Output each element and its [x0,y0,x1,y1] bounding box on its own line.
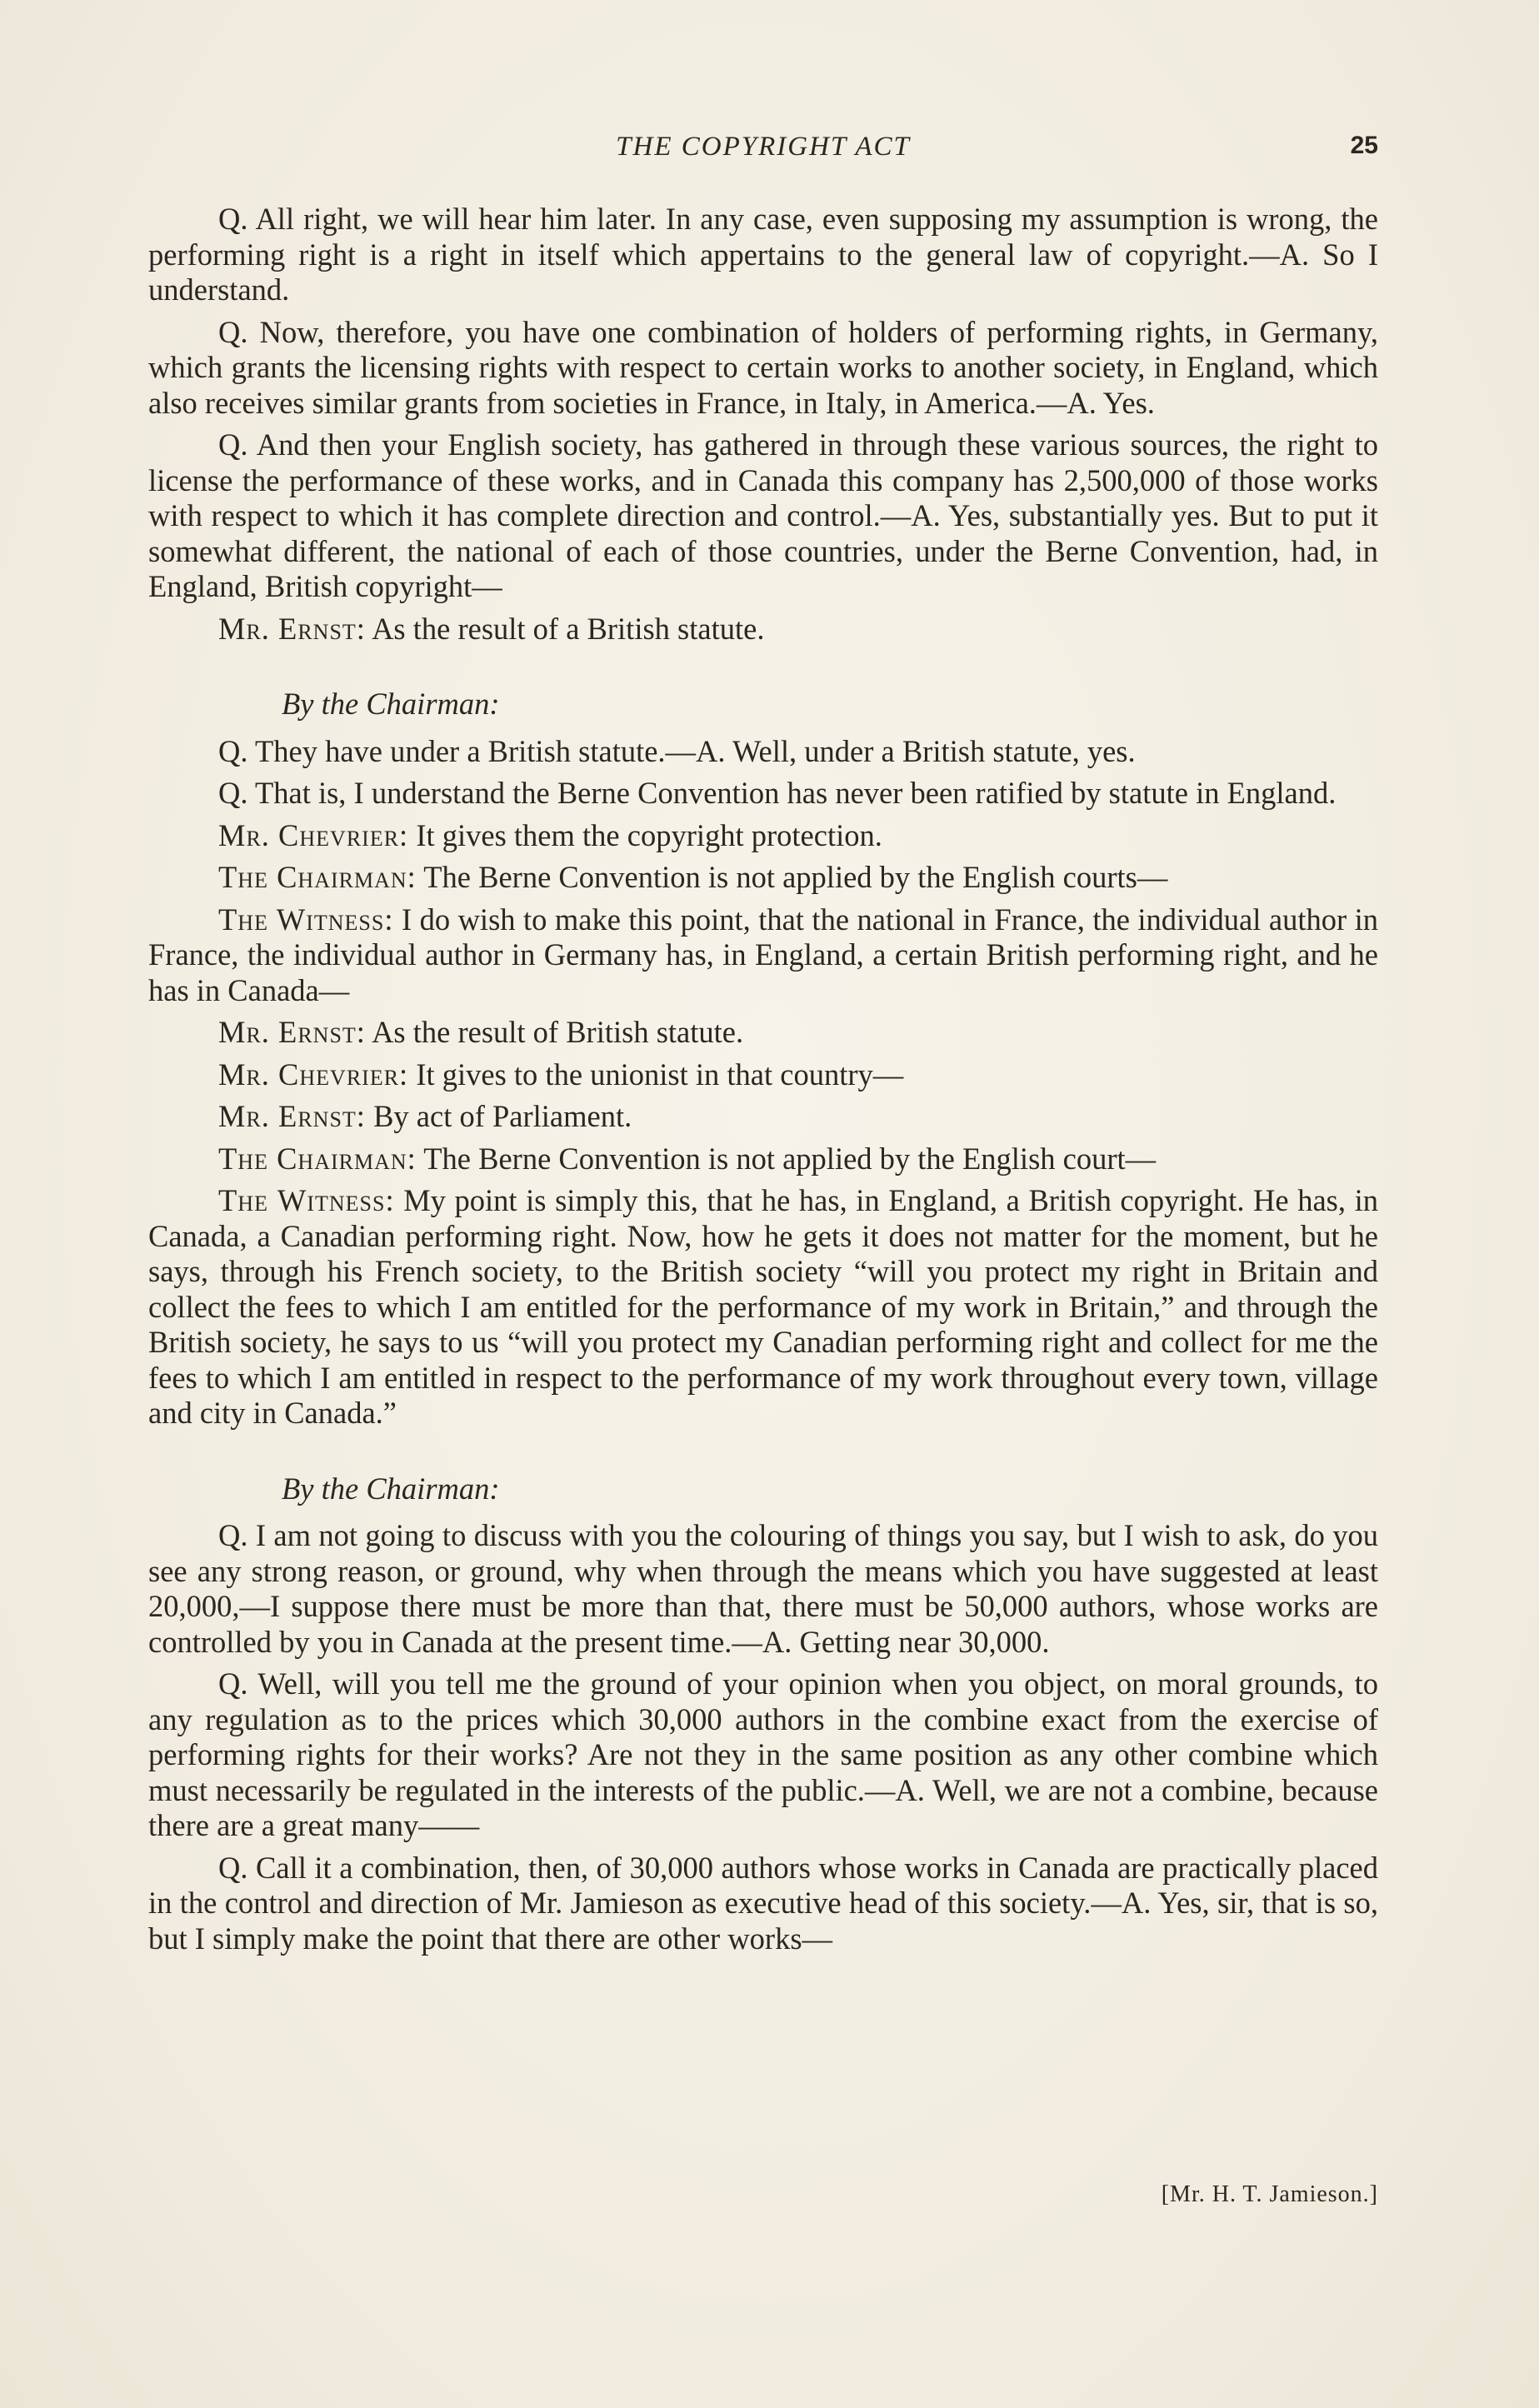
witness-tag: [Mr. H. T. Jamieson.] [1161,2181,1378,2207]
speaker-name: Mr. Chevrier: [218,1057,409,1092]
page-header [148,132,1378,168]
speaker-name: Mr. Chevrier: [218,817,409,852]
paragraph [148,315,1378,422]
paragraph [148,1057,1378,1093]
paragraph [148,860,1378,896]
speaker-name: The Witness: [218,1183,395,1217]
paragraph [148,1099,1378,1135]
paragraph-text: As the result of a British statute. [365,611,765,646]
speaker-name: The Chairman: [218,1141,417,1176]
running-title: THE COPYRIGHT ACT [616,132,911,162]
speaker-name: Mr. Ernst: [218,1099,366,1133]
speaker-name: Mr. Ernst: [218,611,366,646]
paragraph-text: It gives to the unionist in that country— [408,1057,904,1092]
speaker-name: The Chairman: [218,860,417,894]
paragraph [148,818,1378,854]
paragraph-text: Q. Call it a combination, then, of 30,000 authors whose works in Canada are practically placed in the control and direction of Mr. Jamieson as executive head of this society.—A. Yes, sir, that is so, but I simply make the point that there are other works— [148,1850,1378,1956]
paragraph [148,902,1378,1009]
paragraph-text: Q. All right, we will hear him later. In any case, even supposing my assumption is wrong, the performing right is a right in itself which appertains to the general law of copyright.—A. So I understand. [148,202,1378,307]
paragraph-text: I do wish to make this point, that the national in France, the individual author in France, the individual author in Germany has, in England, a certain British performing right, and he has in Canada— [148,902,1378,1007]
paragraph [148,1142,1378,1177]
paragraph-text: As the result of British statute. [365,1015,744,1049]
section-heading: By the Chairman: [282,687,500,721]
paragraph-text: Q. I am not going to discuss with you the colouring of things you say, but I wish to ask, do you see any strong reason, or ground, why when through the means which you have suggested at least 20,000,—I suppose there must be more than that, there must be 50,000 authors, whose works are controlled by you in Canada at the present time.—A. Getting near 30,000. [148,1518,1378,1659]
paragraph-text: Q. And then your English society, has gathered in through these various sources, the right to license the performance of these works, and in Canada this company has 2,500,000 of those works with respect to which it has complete direction and control.—A. Yes, substantially yes. But to put it somewhat different, the national of each of those countries, under the Berne Convention, had, in England, British copyright— [148,427,1378,603]
paragraph [148,1183,1378,1431]
paragraph-text: The Berne Convention is not applied by the English court— [416,1141,1157,1176]
paragraph-text: By act of Parliament. [365,1099,632,1133]
paragraph [148,1851,1378,1957]
paragraph [148,202,1378,308]
paragraph-text: Q. Now, therefore, you have one combination of holders of performing rights, in Germany, which grants the licensing rights with respect to certain works to another society, in England, which also receives similar grants from societies in France, in Italy, in America.—A. Yes. [148,314,1378,420]
paragraph [148,1015,1378,1051]
paragraph-text: Q. Well, will you tell me the ground of your opinion when you object, on moral grounds, to any regulation as to the prices which 30,000 authors in the combine exact from the exercise of performing rights for their works? Are not they in the same position as any other combine which must necessarily be regulated in the interests of the public.—A. Well, we are not a combine, because there are a great many—— [148,1666,1378,1842]
page-number: 25 [1350,132,1378,159]
section-heading: By the Chairman: [282,1471,500,1506]
paragraph [148,612,1378,647]
speaker-name: Mr. Ernst: [218,1015,366,1049]
paragraph [148,734,1378,770]
paragraph-text: Q. They have under a British statute.—A. Well, under a British statute, yes. [218,733,1136,768]
paragraph-text: Q. That is, I understand the Berne Convention has never been ratified by statute in England. [218,776,1337,810]
speaker-name: The Witness: [218,902,394,937]
body-text [148,202,1378,1963]
paragraph-text: It gives them the copyright protection. [408,817,882,852]
paragraph [148,776,1378,812]
paragraph [148,1518,1378,1660]
paragraph [148,1666,1378,1844]
paragraph-text: The Berne Convention is not applied by the English courts— [416,860,1168,894]
paragraph [148,427,1378,605]
paragraph-text: My point is simply this, that he has, in England, a British copyright. He has, in Canada, a Canadian performing right. Now, how he gets it does not matter for the moment, but he says, through his French society, to the British society “will you protect my right in Britain and collect the fees to which I am entitled for the performance of my work in Britain,” and through the British society, he says to us “will you protect my Canadian performing right and collect for me the fees to which I am entitled in respect to the performance of my work throughout every town, village and city in Canada.” [148,1183,1378,1430]
